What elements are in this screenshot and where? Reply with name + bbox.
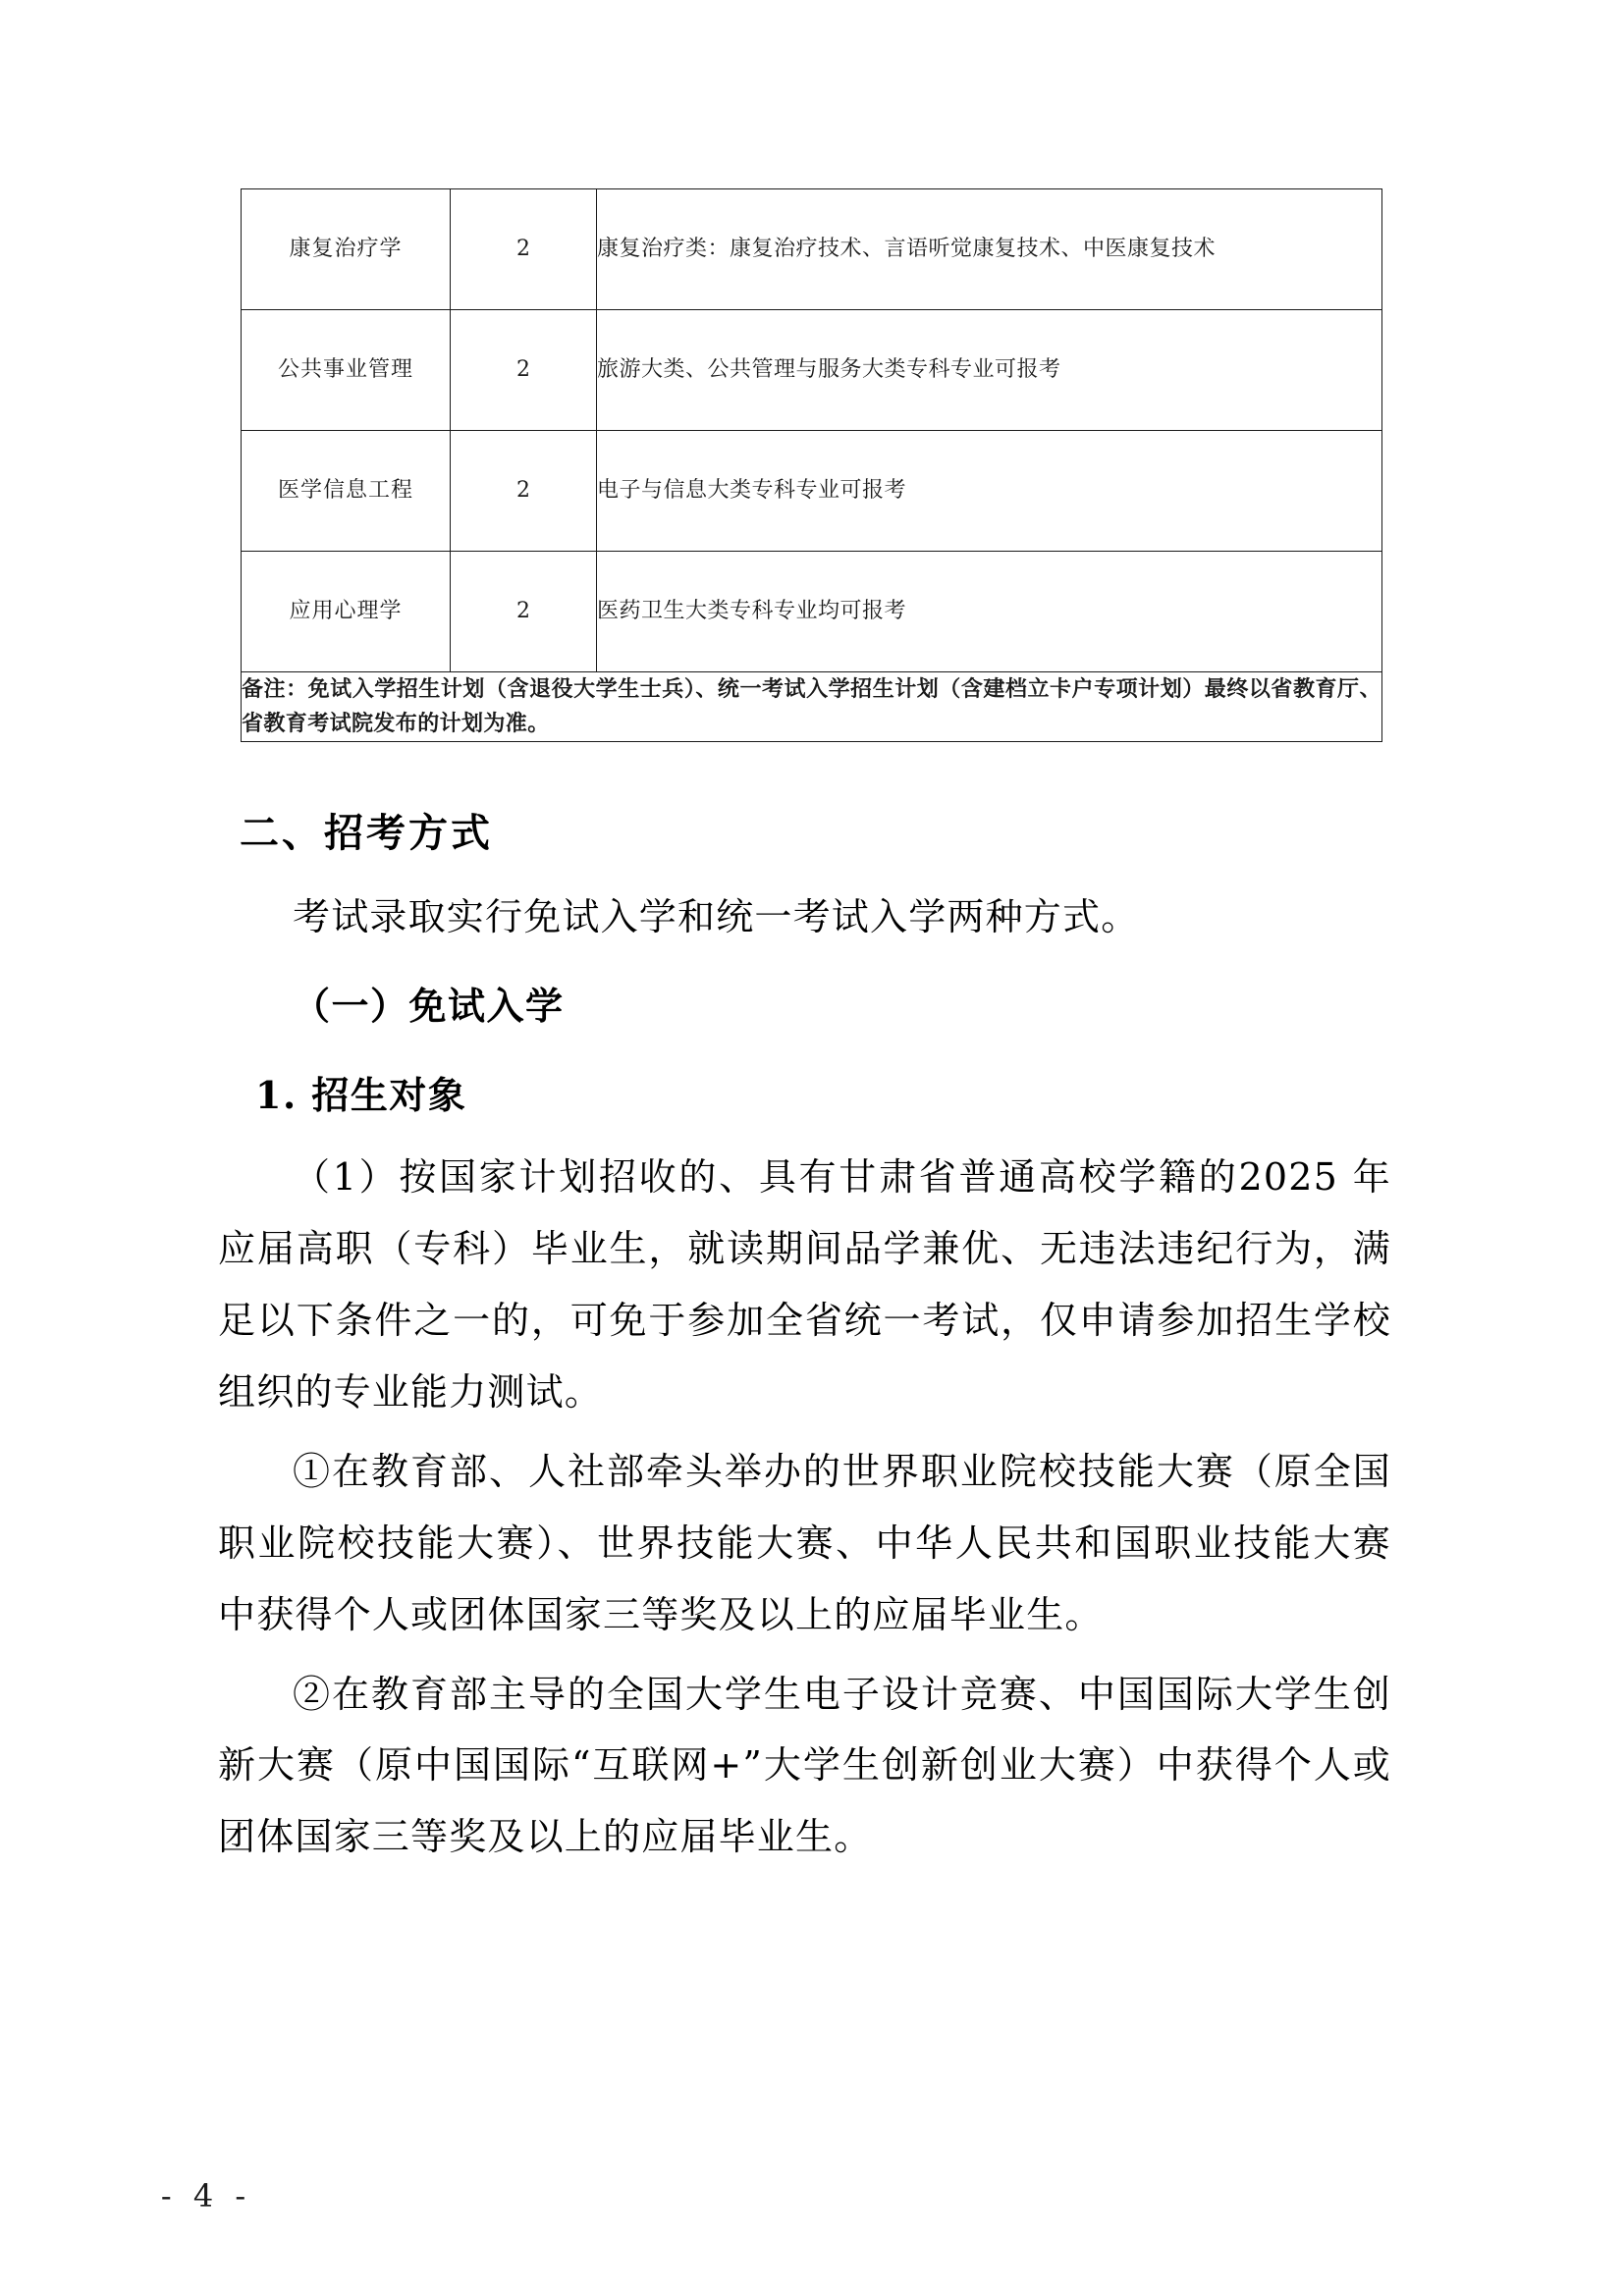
- table-row: [242, 552, 1382, 672]
- heading-sub-one: （一）免试入学: [293, 983, 565, 1028]
- table-cell-count: 2: [451, 552, 597, 672]
- table-row: [242, 431, 1382, 552]
- heading-section-two: 二、招考方式: [240, 811, 493, 856]
- table-cell-major: 应用心理学: [242, 552, 451, 672]
- paragraph-1: （1）按国家计划招收的、具有甘肃省普通高校学籍的2025 年应届高职（专科）毕业生，就读期间品学兼优、无违法违纪行为，满足以下条件之一的，可免于参加全省统一考试，仅申请参加招生学校组织的专业能力测试。: [218, 1154, 1391, 1414]
- enrollment-plan-table: [241, 188, 1382, 742]
- table-cell-count: 2: [451, 310, 597, 431]
- table-cell-count: 2: [451, 431, 597, 552]
- table-note: 备注：免试入学招生计划（含退役大学生士兵）、统一考试入学招生计划（含建档立卡户专项计划）最终以省教育厅、省教育考试院发布的计划为准。: [242, 672, 1382, 742]
- document-body: [218, 807, 1391, 1881]
- table-cell-major: 医学信息工程: [242, 431, 451, 552]
- table-cell-count: 2: [451, 189, 597, 310]
- table-cell-major: 康复治疗学: [242, 189, 451, 310]
- paragraph-circle-2: ②在教育部主导的全国大学生电子设计竞赛、中国国际大学生创新大赛（原中国国际“互联网+”大学生创新创业大赛）中获得个人或团体国家三等奖及以上的应届毕业生。: [218, 1672, 1391, 1859]
- table-row: [242, 189, 1382, 310]
- paragraph-circle-1: ①在教育部、人社部牵头举办的世界职业院校技能大赛（原全国职业院校技能大赛）、世界技能大赛、中华人民共和国职业技能大赛中获得个人或团体国家三等奖及以上的应届毕业生。: [218, 1449, 1391, 1636]
- table-note-row: [242, 672, 1382, 742]
- table-cell-scope: 电子与信息大类专科专业可报考: [597, 431, 1382, 552]
- paragraph-intro: 考试录取实行免试入学和统一考试入学两种方式。: [293, 895, 1140, 938]
- table-cell-scope: 康复治疗类：康复治疗技术、言语听觉康复技术、中医康复技术: [597, 189, 1382, 310]
- page-number: - 4 -: [160, 2177, 252, 2215]
- heading-item-one: 1. 招生对象: [255, 1072, 467, 1117]
- table-row: [242, 310, 1382, 431]
- table-cell-scope: 医药卫生大类专科专业均可报考: [597, 552, 1382, 672]
- table-cell-major: 公共事业管理: [242, 310, 451, 431]
- table-cell-scope: 旅游大类、公共管理与服务大类专科专业可报考: [597, 310, 1382, 431]
